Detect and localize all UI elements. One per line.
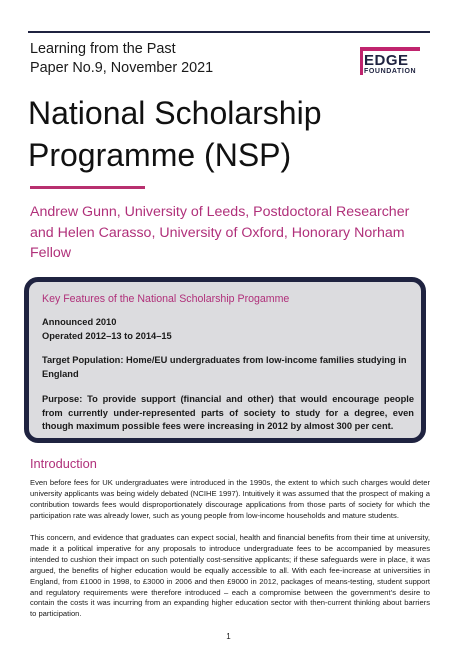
intro-paragraph-1: Even before fees for UK undergraduates were introduced in the 1990s, the extent to which such charges would deter university applicants was being widely debated (NCIHE 1997). Intuitively it was assumed that the prospect of making a contribution towards fees would disproportionately discourage applications from those parts of society for which the participation rate was already lower, such as young people from low-income households and mature students. — [30, 478, 430, 520]
title-line-1: National Scholarship — [28, 95, 322, 131]
target-population-text: Target Population: Home/EU undergraduates from low-income families studying in England — [42, 355, 407, 379]
operated-text: Operated 2012–13 to 2014–15 — [42, 330, 172, 341]
key-features-heading: Key Features of the National Scholarship Progamme — [42, 293, 290, 305]
logo-subword: FOUNDATION — [364, 68, 417, 75]
logo-bar — [360, 47, 420, 51]
page-title — [28, 92, 322, 176]
series-info — [30, 40, 213, 78]
paper-number: Paper No.9, November 2021 — [30, 60, 214, 76]
key-features-box — [24, 277, 426, 443]
logo-word: EDGE — [364, 52, 409, 69]
logo-side-bar — [360, 51, 363, 75]
edge-foundation-logo — [360, 47, 420, 77]
purpose-text: Purpose: To provide support (financial and other) that would encourage people from currently under-represented parts of society to study for a degree, even though maximum possible fees were increasing in 2012 by almost 300 per cent. — [42, 394, 414, 431]
series-title: Learning from the Past — [30, 41, 176, 57]
announced-text: Announced 2010 — [42, 317, 117, 327]
authors: Andrew Gunn, University of Leeds, Postdoctoral Researcher and Helen Carasso, University of Oxford, Honorary Norham Fellow — [30, 204, 410, 261]
title-line-2: Programme (NSP) — [28, 137, 292, 173]
title-underline — [30, 186, 145, 189]
introduction-heading: Introduction — [30, 456, 97, 471]
intro-paragraph-2: This concern, and evidence that graduates can expect social, health and financial benefits from their time at university, made it a political imperative for any proposals to introduce undergraduate fees to be accompanied by measures intended to cushion their impact on such potentially cost-sensitive applicants; if these safeguards were in place, it was argued, the benefits of higher education would be equally accessible to all. With each fee-increase at universities in England, from £1000 in 1998, to £3000 in 2006 and then £9000 in 2012, packages of means-testing, student support and regulatory requirements were therefore introduced – each a compromise between the government’s desire to contain the costs it was incurring from an expanding higher education sector with then-current thinking about barriers to participation. — [30, 533, 430, 619]
page-number: 1 — [226, 632, 231, 641]
top-rule — [28, 31, 430, 33]
